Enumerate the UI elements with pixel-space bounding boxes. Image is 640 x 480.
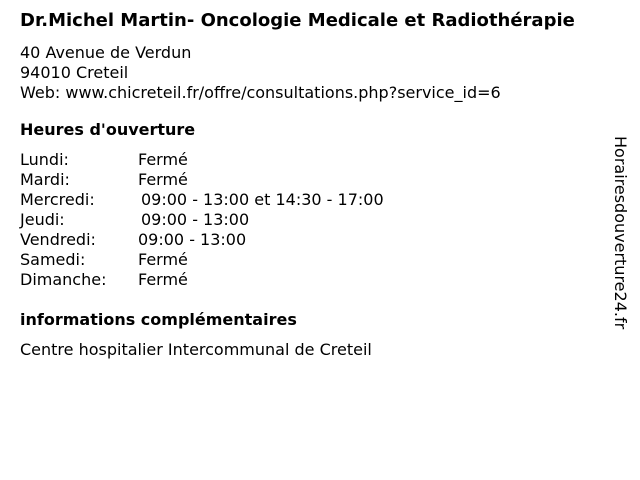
page-title: Dr.Michel Martin- Oncologie Medicale et Radiothérapie (20, 10, 575, 31)
day-hours: 09:00 - 13:00 (141, 210, 250, 229)
info-text: Centre hospitalier Intercommunal de Creteil (20, 340, 372, 359)
hours-table (20, 150, 600, 290)
day-hours: Fermé (138, 150, 188, 169)
city-postcode: 94010 Creteil (20, 63, 129, 82)
day-label: Mardi: (20, 170, 70, 189)
day-label: Jeudi: (20, 210, 65, 229)
hours-row-vendredi (20, 230, 600, 250)
day-label: Samedi: (20, 250, 86, 269)
day-hours: 09:00 - 13:00 et 14:30 - 17:00 (141, 190, 384, 209)
hours-row-dimanche (20, 270, 600, 290)
hours-row-mercredi (20, 190, 600, 210)
day-label: Lundi: (20, 150, 69, 169)
website-link[interactable]: Web: www.chicreteil.fr/offre/consultations.php?service_id=6 (20, 83, 501, 102)
hours-row-lundi (20, 150, 600, 170)
day-label: Dimanche: (20, 270, 107, 289)
site-watermark: Horairesdouverture24.fr (611, 136, 630, 330)
info-heading: informations complémentaires (20, 310, 297, 329)
hours-row-mardi (20, 170, 600, 190)
hours-row-jeudi (20, 210, 600, 230)
street-address: 40 Avenue de Verdun (20, 43, 192, 62)
address-block (20, 43, 600, 103)
hours-heading: Heures d'ouverture (20, 120, 196, 139)
day-hours: Fermé (138, 170, 188, 189)
day-hours: Fermé (138, 250, 188, 269)
day-hours: Fermé (138, 270, 188, 289)
day-hours: 09:00 - 13:00 (138, 230, 247, 249)
day-label: Vendredi: (20, 230, 96, 249)
listing-card (20, 10, 600, 360)
hours-row-samedi (20, 250, 600, 270)
day-label: Mercredi: (20, 190, 95, 209)
